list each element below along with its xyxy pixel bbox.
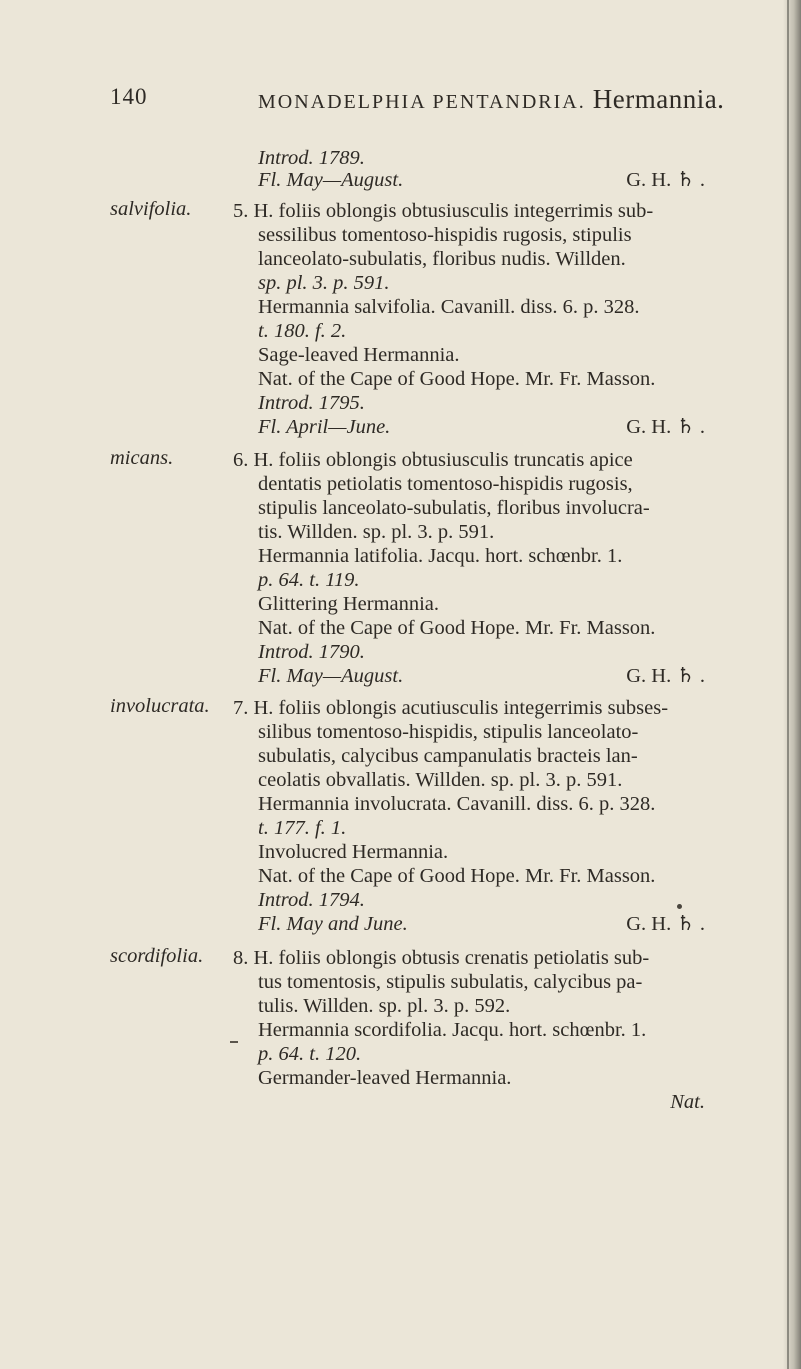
- entry-7-line-5: Hermannia involucrata. Cavanill. diss. 6. p. 328.: [258, 793, 656, 815]
- entry-7-line-8: Nat. of the Cape of Good Hope. Mr. Fr. Masson.: [258, 865, 656, 887]
- ink-spot: [677, 904, 682, 909]
- entry-8-line-1: 8. H. foliis oblongis obtusis crenatis petiolatis sub-: [233, 947, 650, 969]
- species-name-scordifolia: scordifolia.: [110, 945, 204, 967]
- species-name-salvifolia: salvifolia.: [110, 198, 192, 220]
- entry-5-line-9: Introd. 1795.: [258, 392, 365, 414]
- entry-7-line-7: Involucred Hermannia.: [258, 841, 449, 863]
- entry-7-line-3: subulatis, calycibus campanulatis bracteis lan-: [258, 745, 638, 767]
- entry-5-line-4: sp. pl. 3. p. 591.: [258, 272, 390, 294]
- entry-8-line-3: tulis. Willden. sp. pl. 3. p. 592.: [258, 995, 511, 1017]
- species-name-involucrata: involucrata.: [110, 695, 210, 717]
- entry-6-line-2: dentatis petiolatis tomentoso-hispidis rugosis,: [258, 473, 633, 495]
- entry-6-habitat-mark: G. H. ♄ .: [626, 665, 705, 687]
- entry-8-line-4: Hermannia scordifolia. Jacqu. hort. schœnbr. 1.: [258, 1019, 647, 1041]
- entry-6-line-1: 6. H. foliis oblongis obtusiusculis truncatis apice: [233, 449, 633, 471]
- running-header: [0, 84, 801, 124]
- page-edge-line: [787, 0, 789, 1369]
- entry-7-habitat-mark: G. H. ♄ .: [626, 913, 705, 935]
- entry-8-line-6: Germander-leaved Hermannia.: [258, 1067, 512, 1089]
- intro-habitat-mark: G. H. ♄ .: [626, 169, 705, 191]
- entry-6-line-5: Hermannia latifolia. Jacqu. hort. schœnbr. 1.: [258, 545, 623, 567]
- entry-6-flowering: Fl. May—August.: [258, 665, 404, 687]
- entry-6-line-4: tis. Willden. sp. pl. 3. p. 591.: [258, 521, 495, 543]
- genus-title: Hermannia.: [592, 84, 725, 114]
- entry-6-line-7: Glittering Hermannia.: [258, 593, 440, 615]
- entry-6-line-9: Introd. 1790.: [258, 641, 365, 663]
- entry-6-line-6: p. 64. t. 119.: [258, 569, 360, 591]
- page-edge-shadow: [783, 0, 801, 1369]
- intro-introd: Introd. 1789.: [258, 147, 365, 169]
- entry-5-line-7: Sage-leaved Hermannia.: [258, 344, 460, 366]
- entry-5-line-2: sessilibus tomentoso-hispidis rugosis, stipulis: [258, 224, 632, 246]
- entry-6-line-8: Nat. of the Cape of Good Hope. Mr. Fr. Masson.: [258, 617, 656, 639]
- running-title: [258, 84, 724, 115]
- entry-5-habitat-mark: G. H. ♄ .: [626, 416, 705, 438]
- entry-5-line-5: Hermannia salvifolia. Cavanill. diss. 6. p. 328.: [258, 296, 640, 318]
- entry-5-line-6: t. 180. f. 2.: [258, 320, 347, 342]
- species-name-micans: micans.: [110, 447, 174, 469]
- entry-5-line-1: 5. H. foliis oblongis obtusiusculis integerrimis sub-: [233, 200, 654, 222]
- entry-8-line-5: p. 64. t. 120.: [258, 1043, 362, 1065]
- entry-5-flowering: Fl. April—June.: [258, 416, 391, 438]
- page-number: 140: [110, 84, 148, 109]
- intro-flowering: Fl. May—August.: [258, 169, 404, 191]
- running-title-text: MONADELPHIA PENTANDRIA.: [258, 91, 586, 113]
- catchword: Nat.: [670, 1091, 705, 1113]
- entry-6-line-3: stipulis lanceolato-subulatis, floribus involucra-: [258, 497, 650, 519]
- stray-mark: [230, 1041, 238, 1043]
- entry-7-line-4: ceolatis obvallatis. Willden. sp. pl. 3. p. 591.: [258, 769, 623, 791]
- entry-7-line-1: 7. H. foliis oblongis acutiusculis integerrimis subses-: [233, 697, 669, 719]
- entry-7-flowering: Fl. May and June.: [258, 913, 408, 935]
- entry-7-line-2: silibus tomentoso-hispidis, stipulis lanceolato-: [258, 721, 639, 743]
- entry-7-line-9: Introd. 1794.: [258, 889, 365, 911]
- entry-8-line-2: tus tomentosis, stipulis subulatis, calycibus pa-: [258, 971, 643, 993]
- entry-5-line-3: lanceolato-subulatis, floribus nudis. Willden.: [258, 248, 626, 270]
- entry-5-line-8: Nat. of the Cape of Good Hope. Mr. Fr. Masson.: [258, 368, 656, 390]
- entry-7-line-6: t. 177. f. 1.: [258, 817, 347, 839]
